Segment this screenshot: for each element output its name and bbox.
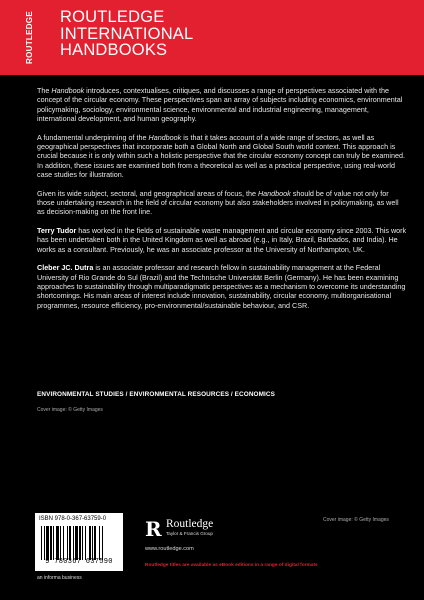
informa-tagline: an informa business bbox=[37, 575, 82, 581]
isbn-label: ISBN 978-0-367-63759-0 bbox=[39, 516, 107, 522]
subject-categories: ENVIRONMENTAL STUDIES / ENVIRONMENTAL RESOURCES / ECONOMICS bbox=[37, 391, 275, 398]
series-title-line: ROUTLEDGE bbox=[60, 8, 165, 26]
author-name: Terry Tudor bbox=[37, 225, 77, 235]
series-title-line: INTERNATIONAL bbox=[60, 24, 194, 43]
author-bio: Terry Tudor has worked in the fields of sustainable waste management and circular economy since 2003. This work has been undertaken both in the United Kingdom as well as abroad (e.g., in Italy, Brazil, Barbados, and India). He works as a consultant. Previously, he was an associate professor at the University of Northampton, UK. bbox=[37, 225, 407, 254]
publisher-url[interactable]: www.routledge.com bbox=[145, 546, 194, 552]
routledge-logo-icon: R bbox=[145, 517, 162, 541]
series-title-line: HANDBOOKS bbox=[60, 41, 168, 59]
back-cover-text bbox=[37, 86, 407, 319]
vertical-logo-text: ROUTLEDGE bbox=[25, 11, 34, 64]
series-title bbox=[60, 9, 193, 59]
blurb-paragraph: The Handbook introduces, contextualises, critiques, and discusses a range of perspectives associated with the concept of the circular economy. These perspectives span an array of subjects including economics, environmental policymaking, sociology, environmental science, environmental and industrial engineering, management, international development, and human geography. bbox=[37, 86, 403, 124]
isbn-barcode bbox=[35, 513, 123, 571]
cover-image-credit: Cover image: © Getty Images bbox=[37, 407, 103, 413]
barcode-bars bbox=[41, 526, 117, 560]
routledge-vertical-logo bbox=[11, 10, 48, 65]
cover-image-credit-right: Cover image: © Getty Images bbox=[323, 517, 389, 523]
publisher-name: Routledge bbox=[166, 518, 214, 530]
blurb-paragraph: A fundamental underpinning of the Handbook is that it takes account of a wide range of sectors, as well as geographical perspectives that incorporate both a Global North and Global South world context. This approach is crucial because it is only within such a holistic perspective that the circular economy concept can truly be examined. In addition, these issues are examined both from a theoretical as well as a practical perspective, using real-world case studies for illustration. bbox=[37, 132, 405, 180]
ebook-note: Routledge titles are available as eBook editions in a range of digital formats bbox=[145, 563, 318, 568]
barcode-number: 9 780367 637590 bbox=[45, 558, 113, 566]
author-bio: Cleber JC. Dutra is an associate professor and research fellow in sustainability management at the Federal University of Rio Grande do Sul (Brazil) and the Technische Universität Berlin (Germany). He has been examining approaches to sustainability through multiparadigmatic perspectives as a mechanism to overcome its understanding shortcomings. His main areas of interest include innovation, sustainability, circular economy, multiorganisational programmes, resource efficiency, pro-environmental/sustainable behaviour, and CSR. bbox=[37, 263, 406, 310]
series-banner bbox=[0, 0, 424, 75]
author-name: Cleber JC. Dutra bbox=[37, 263, 94, 273]
blurb-paragraph: Given its wide subject, sectoral, and geographical areas of focus, the Handbook should be of value not only for those undertaking research in the field of circular economy but also stakeholders involved in policymaking, as well as decision-making on the front line. bbox=[37, 188, 399, 217]
publisher-group: Taylor & Francis Group bbox=[166, 531, 213, 536]
